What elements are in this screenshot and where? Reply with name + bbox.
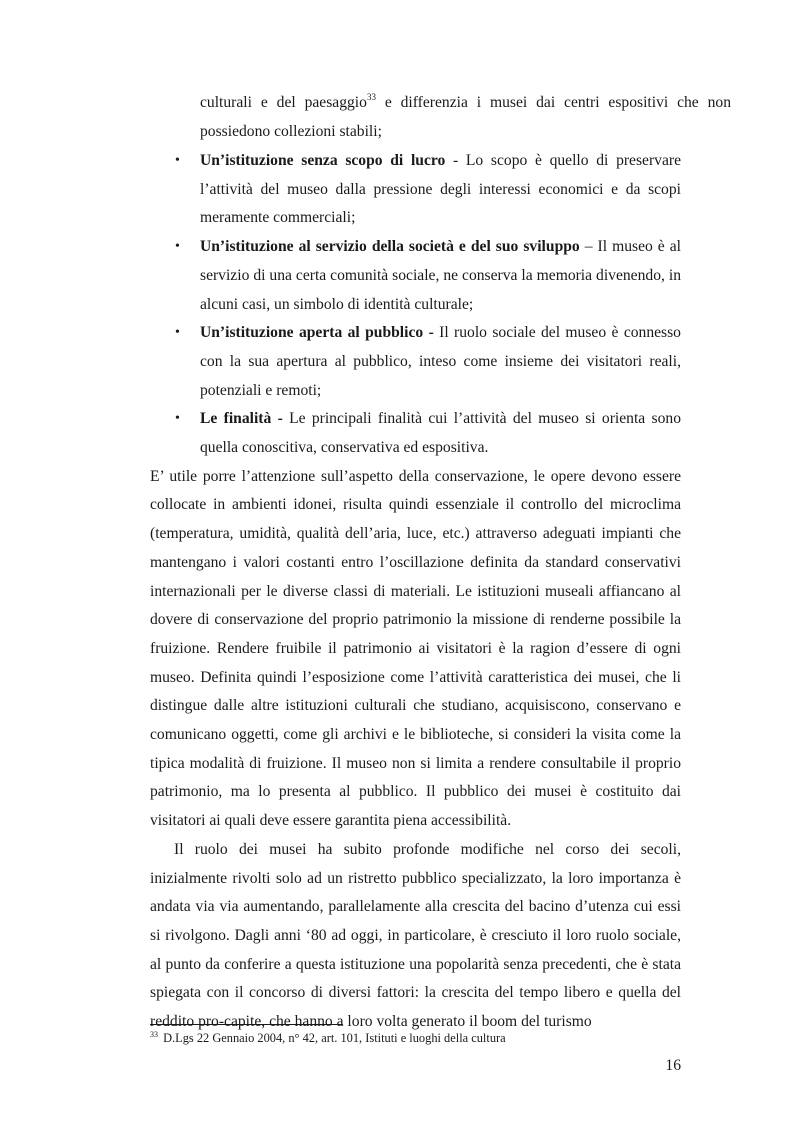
bullet-list xyxy=(150,147,681,463)
footnote-text: D.Lgs 22 Gennaio 2004, n° 42, art. 101, Istituti e luoghi della cultura xyxy=(160,1031,506,1045)
continuation-text xyxy=(150,89,731,146)
list-item xyxy=(150,147,681,233)
bullet-text: – Il museo è al servizio di una certa comunità sociale, ne conserva la memoria divenendo, in alcuni casi, un simbolo di identità culturale; xyxy=(200,238,681,313)
bullet-text: Le principali finalità cui l’attività del museo si orienta sono quella conoscitiva, conservativa ed espositiva. xyxy=(200,410,681,457)
continuation-text-after: e differenzia i musei dai centri espositivi che non possiedono collezioni stabili; xyxy=(200,94,731,140)
page-number: 16 xyxy=(665,1057,681,1074)
bullet-icon: • xyxy=(175,325,180,341)
paragraph-museum-role: Il ruolo dei musei ha subito profonde modifiche nel corso dei secoli, inizialmente rivolti solo ad un ristretto pubblico specializzato, la loro importanza è andata via via aumentando, parallelamente alla crescita del bacino d’utenza cui essi si rivolgono. Dagli anni ‘80 ad oggi, in particolare, è cresciuto il loro ruolo sociale, al punto da conferire a questa istituzione una popolarità senza precedenti, che è stata spiegata con il concorso di diversi fattori: la crescita del tempo libero e quella del reddito pro-capite, che hanno a loro volta generato il boom del turismo xyxy=(150,840,681,1031)
bullet-text: Il ruolo sociale del museo è connesso con la sua apertura al pubblico, inteso come insieme dei visitatori reali, potenziali e remoti; xyxy=(200,324,681,399)
continuation-text-before: culturali e del paesaggio xyxy=(200,94,367,111)
bullet-heading: Un’istituzione aperta al pubblico - xyxy=(200,324,434,342)
footnote xyxy=(150,1030,681,1046)
bullet-icon: • xyxy=(175,411,180,427)
bullet-text: - Lo scopo è quello di preservare l’attività del museo dalla pressione degli interessi economici e da scopi meramente commerciali; xyxy=(200,152,681,227)
bullet-heading: Le finalità - xyxy=(200,410,283,428)
list-item xyxy=(150,405,681,462)
bullet-heading: Un’istituzione al servizio della società e del suo sviluppo xyxy=(200,238,580,256)
list-item xyxy=(150,233,681,319)
footnote-divider xyxy=(150,1024,343,1025)
bullet-icon: • xyxy=(175,239,180,255)
bullet-heading: Un’istituzione senza scopo di lucro xyxy=(200,152,446,169)
paragraph-conservation: E’ utile porre l’attenzione sull’aspetto della conservazione, le opere devono essere collocate in ambienti idonei, risulta quindi essenziale il controllo del microclima (temperatura, umidità, qualità dell’aria, luce, etc.) attraverso adeguati impianti che mantengano i valori costanti entro l’oscillazione definita da standard conservativi internazionali per le diverse classi di materiali. Le istituzioni museali affiancano al dovere di conservazione del proprio patrimonio la missione di renderne possibile la fruizione. Rendere fruibile il patrimonio ai visitatori è la ragion d’essere di ogni museo. Definita quindi l’esposizione come l’attività caratteristica dei musei, che li distingue dalle altre istituzioni culturali che studiano, acquisiscono, conservano e comunicano oggetti, come gli archivi e le biblioteche, si consideri la visita come la tipica modalità di fruizione. Il museo non si limita a rendere consultabile il proprio patrimonio, ma lo presenta al pubblico. Il pubblico dei musei è costituito dai visitatori ai quali deve essere garantita piena accessibilità. xyxy=(150,467,681,830)
footnote-reference: 33 xyxy=(366,92,376,102)
body-text xyxy=(150,147,681,1037)
bullet-icon: • xyxy=(175,153,180,168)
footnote-number: 33 xyxy=(150,1030,158,1039)
list-item xyxy=(150,319,681,405)
